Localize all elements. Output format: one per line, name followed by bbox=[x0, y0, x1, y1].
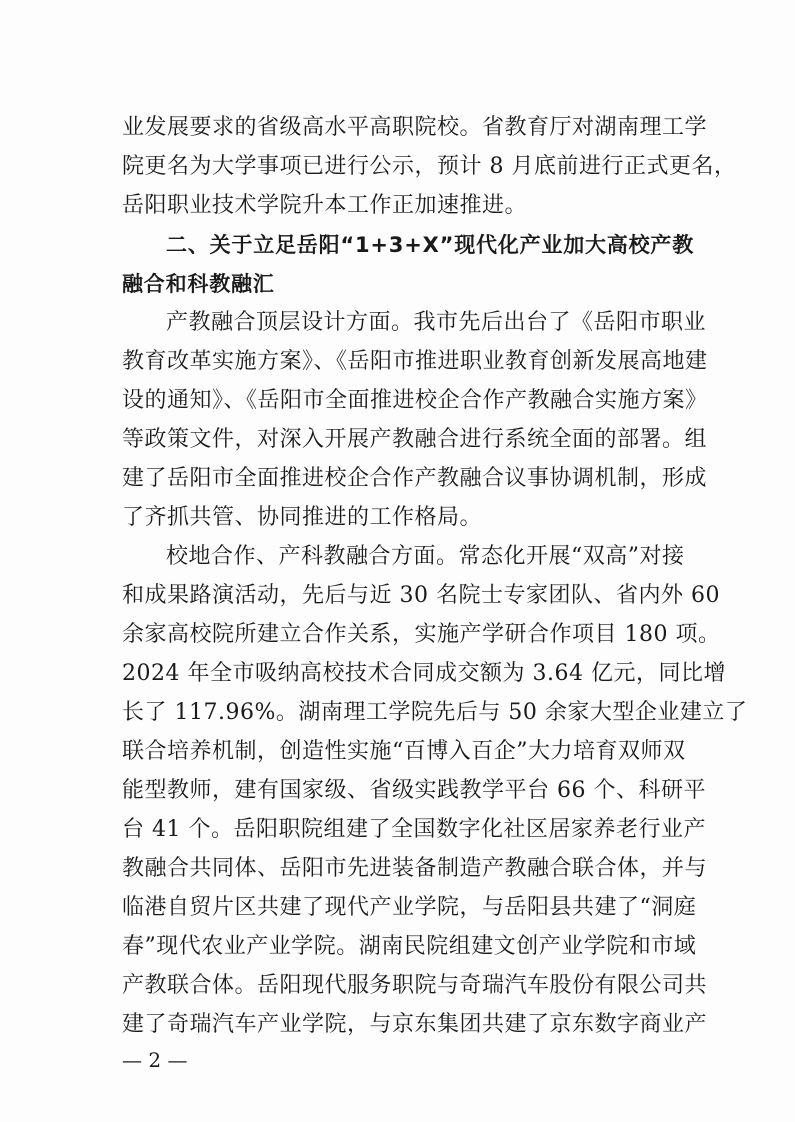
paragraph-line: 台 41 个。岳阳职院组建了全国数字化社区居家养老行业产 bbox=[122, 817, 706, 842]
paragraph-line: 建了岳阳市全面推进校企合作产教融合议事协调机制，形成 bbox=[122, 466, 708, 491]
paragraph-line: 和成果路演活动，先后与近 30 名院士专家团队、省内外 60 bbox=[122, 583, 720, 608]
section-heading: 二、关于立足岳阳“1+3+X”现代化产业加大高校产教 bbox=[166, 233, 695, 257]
paragraph-line: 能型教师，建有国家级、省级实践教学平台 66 个、科研平 bbox=[122, 778, 706, 803]
paragraph-line: 岳阳职业技术学院升本工作正加速推进。 bbox=[122, 193, 528, 218]
paragraph-line: 业发展要求的省级高水平高职院校。省教育厅对湖南理工学 bbox=[122, 115, 708, 140]
paragraph-line: 了齐抓共管、协同推进的工作格局。 bbox=[122, 505, 483, 530]
page-number: — 2 — bbox=[122, 1048, 188, 1072]
paragraph-line: 校地合作、产科教融合方面。常态化开展“双高”对接 bbox=[166, 544, 685, 569]
section-heading-cont: 融合和科教融汇 bbox=[122, 272, 275, 296]
paragraph-line: 教融合共同体、岳阳市先进装备制造产教融合联合体，并与 bbox=[122, 856, 708, 881]
paragraph-line: 建了奇瑞汽车产业学院，与京东集团共建了京东数字商业产 bbox=[122, 1012, 708, 1037]
paragraph-line: 余家高校院所建立合作关系，实施产学研合作项目 180 项。 bbox=[122, 622, 721, 647]
paragraph-line: 设的通知》、《岳阳市全面推进校企合作产教融合实施方案》 bbox=[122, 388, 708, 413]
paragraph-line: 长了 117.96%。湖南理工学院先后与 50 余家大型企业建立了 bbox=[122, 700, 748, 725]
paragraph-line: 联合培养机制，创造性实施“百博入百企”大力培育双师双 bbox=[122, 739, 686, 764]
paragraph-line: 春”现代农业产业学院。湖南民院组建文创产业学院和市域 bbox=[122, 934, 697, 959]
paragraph-line: 等政策文件，对深入开展产教融合进行系统全面的部署。组 bbox=[122, 427, 708, 452]
paragraph-line: 2024 年全市吸纳高校技术合同成交额为 3.64 亿元，同比增 bbox=[122, 661, 726, 686]
paragraph-line: 临港自贸片区共建了现代产业学院，与岳阳县共建了“洞庭 bbox=[122, 895, 697, 920]
paragraph-line: 院更名为大学事项已进行公示，预计 8 月底前进行正式更名， bbox=[122, 154, 737, 179]
paragraph-line: 产教融合顶层设计方面。我市先后出台了《岳阳市职业 bbox=[166, 310, 707, 335]
paragraph-line: 产教联合体。岳阳现代服务职院与奇瑞汽车股份有限公司共 bbox=[122, 973, 708, 998]
paragraph-line: 教育改革实施方案》、《岳阳市推进职业教育创新发展高地建 bbox=[122, 349, 708, 374]
